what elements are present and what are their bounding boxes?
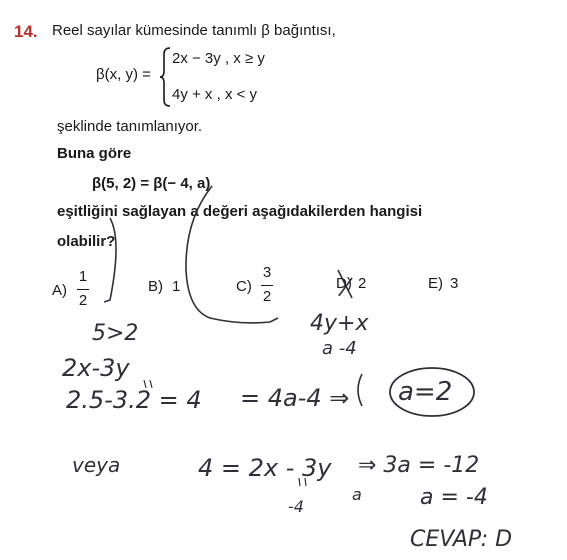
option-d-label: D) xyxy=(336,275,352,292)
handwritten-case2-sub: a -4 xyxy=(322,338,357,359)
option-d-value: 2 xyxy=(358,275,367,292)
option-a-label: A) xyxy=(52,282,67,299)
handwritten-calculation: 2.5-3.2 = 4 xyxy=(66,386,202,414)
option-e-label: E) xyxy=(428,275,443,292)
handwritten-case2-hint: 4y+x xyxy=(310,311,369,336)
handwritten-answer: a=2 xyxy=(398,377,453,407)
option-c-numerator: 3 xyxy=(262,264,272,281)
question-line-6: eşitliğini sağlayan a değeri aşağıdakilerden hangisi xyxy=(57,203,423,220)
definition-lhs: β(x, y) = xyxy=(96,66,151,83)
option-c-denominator: 2 xyxy=(262,288,272,305)
option-a-numerator: 1 xyxy=(78,268,88,285)
question-equation: β(5, 2) = β(− 4, a) xyxy=(92,175,211,192)
paren-icon xyxy=(358,374,362,406)
handwritten-veya: veya xyxy=(72,453,121,477)
handwritten-cevap: CEVAP: D xyxy=(410,527,513,552)
handwritten-alt-result: ⇒ 3a = -12 xyxy=(358,453,480,478)
question-line-4: Buna göre xyxy=(57,145,132,162)
handwritten-expression: 2x-3y xyxy=(62,354,130,382)
option-e-value: 3 xyxy=(450,275,459,292)
option-c-label: C) xyxy=(236,278,252,295)
handwritten-sub-x: -4 xyxy=(288,497,304,516)
pen-stroke xyxy=(186,186,278,323)
pen-stroke xyxy=(104,218,116,302)
option-b-label: B) xyxy=(148,278,163,295)
definition-case-2: 4y + x , x < y xyxy=(172,86,258,103)
handwritten-sub-y: a xyxy=(352,485,362,504)
handwritten-equation: = 4a-4 ⇒ xyxy=(240,384,350,412)
question-line-3: şeklinde tanımlanıyor. xyxy=(57,118,203,135)
handwritten-condition: 5>2 xyxy=(92,321,139,346)
question-number: 14. xyxy=(14,22,38,41)
handwritten-alt-equation: 4 = 2x - 3y xyxy=(198,454,332,482)
question-line-7: olabilir? xyxy=(57,233,116,250)
option-b-value: 1 xyxy=(172,278,181,295)
handwritten-alt-final: a = -4 xyxy=(420,485,488,510)
definition-case-1: 2x − 3y , x ≥ y xyxy=(172,50,265,67)
option-a-denominator: 2 xyxy=(78,292,88,309)
question-stem: Reel sayılar kümesinde tanımlı β bağıntısı, xyxy=(52,22,336,39)
